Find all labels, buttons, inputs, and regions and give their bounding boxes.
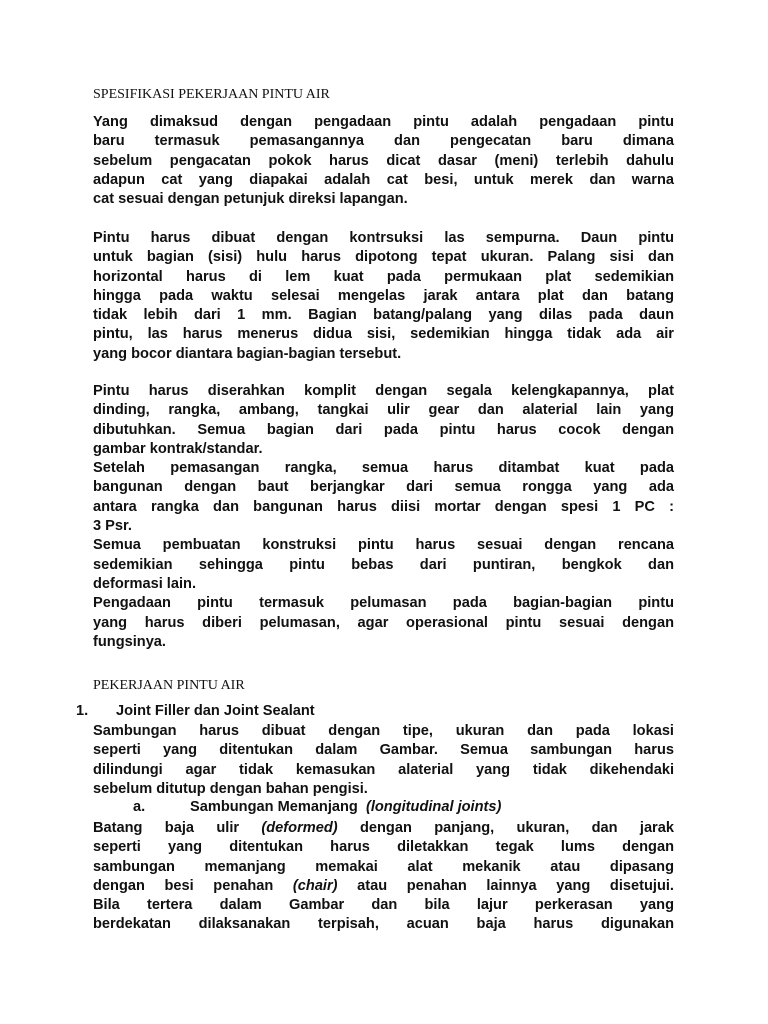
sub-item-title-text: Sambungan Memanjang (190, 799, 358, 815)
text-run: Batang baja ulir (93, 820, 240, 836)
paragraph-1 (93, 113, 674, 209)
text-line: dibutuhkan. Semua bagian dari pada pintu harus cocok dengan (93, 421, 674, 438)
text-line: Setelah pemasangan rangka, semua harus ditambat kuat pada (93, 460, 674, 477)
sub-item-a-title (133, 799, 501, 815)
text-line: sambungan memanjang memakai alat mekanik atau dipasang (93, 858, 674, 875)
text-line: gambar kontrak/standar. (93, 440, 263, 457)
text-run: atau penahan lainnya yang disetujui. (357, 877, 674, 894)
text-line: tidak lebih dari 1 mm. Bagian batang/palang yang dilas pada daun (93, 307, 674, 324)
text-line: 3 Psr. (93, 518, 132, 535)
text-line: dilindungi agar tidak kemasukan alaterial yang tidak dikehendaki (93, 761, 674, 778)
text-line: seperti yang ditentukan harus diletakkan tegak lums dengan (93, 839, 674, 856)
text-line: seperti yang ditentukan dalam Gambar. Semua sambungan harus (93, 742, 674, 759)
paragraph-5 (93, 819, 674, 935)
text-line: deformasi lain. (93, 575, 196, 592)
text-line: sebelum ditutup dengan bahan pengisi. (93, 780, 368, 797)
text-line: Sambungan harus dibuat dengan tipe, ukuran dan pada lokasi (93, 723, 674, 739)
text-line: Pintu harus dibuat dengan kontrsuksi las sempurna. Daun pintu (93, 230, 674, 246)
text-line: Pintu harus diserahkan komplit dengan segala kelengkapannya, plat (93, 383, 674, 399)
list-item-1-title (76, 703, 315, 719)
text-line: sebelum pengacatan pokok harus dicat dasar (meni) terlebih dahulu (93, 152, 674, 169)
list-item-title-text: Joint Filler dan Joint Sealant (116, 703, 315, 719)
text-line: cat sesuai dengan petunjuk direksi lapangan. (93, 191, 408, 208)
text-line: dinding, rangka, ambang, tangkai ulir gear dan alaterial lain yang (93, 402, 674, 419)
paragraph-3 (93, 382, 674, 652)
text-line (93, 877, 674, 896)
text-line: Pengadaan pintu termasuk pelumasan pada bagian-bagian pintu (93, 595, 674, 612)
text-line: adapun cat yang diapakai adalah cat besi, untuk merek dan warna (93, 171, 674, 188)
paragraph-2 (93, 229, 674, 364)
sub-item-letter: a. (133, 799, 146, 815)
list-number: 1. (76, 703, 89, 719)
text-line: pintu, las harus menerus didua sisi, sedemikian hingga tidak ada air (93, 326, 674, 343)
text-line: baru termasuk pemasangannya dan pengecatan baru dimana (93, 133, 674, 150)
text-line: antara rangka dan bangunan harus diisi mortar dengan spesi 1 PC : (93, 498, 674, 515)
text-line: horizontal harus di lem kuat pada permukaan plat sedemikian (93, 268, 674, 285)
text-line: hingga pada waktu selesai mengelas jarak antara plat dan batang (93, 287, 674, 304)
text-line: Yang dimaksud dengan pengadaan pintu adalah pengadaan pintu (93, 114, 674, 130)
text-line (93, 819, 674, 838)
text-run: dengan besi penahan (93, 877, 274, 894)
sub-item-title-italic: (longitudinal joints) (365, 799, 502, 815)
paragraph-4 (93, 722, 674, 799)
text-run-italic: (deformed) (261, 820, 338, 836)
text-line: Semua pembuatan konstruksi pintu harus sesuai dengan rencana (93, 537, 674, 554)
text-line: berdekatan dilaksanakan terpisah, acuan baja harus digunakan (93, 916, 674, 933)
text-line: sedemikian sehingga pintu bebas dari puntiran, bengkok dan (93, 556, 674, 573)
text-line: bangunan dengan baut berjangkar dari semua rongga yang ada (93, 479, 674, 496)
text-run: dengan panjang, ukuran, dan jarak (359, 820, 674, 836)
text-line: fungsinya. (93, 633, 166, 650)
text-line: yang harus diberi pelumasan, agar operasional pintu sesuai dengan (93, 614, 674, 631)
text-line: Bila tertera dalam Gambar dan bila lajur perkerasan yang (93, 897, 674, 914)
text-run-italic: (chair) (292, 877, 338, 894)
document-title: SPESIFIKASI PEKERJAAN PINTU AIR (93, 87, 330, 102)
text-line: yang bocor diantara bagian-bagian tersebut. (93, 345, 402, 362)
section-heading: PEKERJAAN PINTU AIR (93, 678, 245, 693)
text-line: untuk bagian (sisi) hulu harus dipotong tepat ukuran. Palang sisi dan (93, 249, 674, 266)
